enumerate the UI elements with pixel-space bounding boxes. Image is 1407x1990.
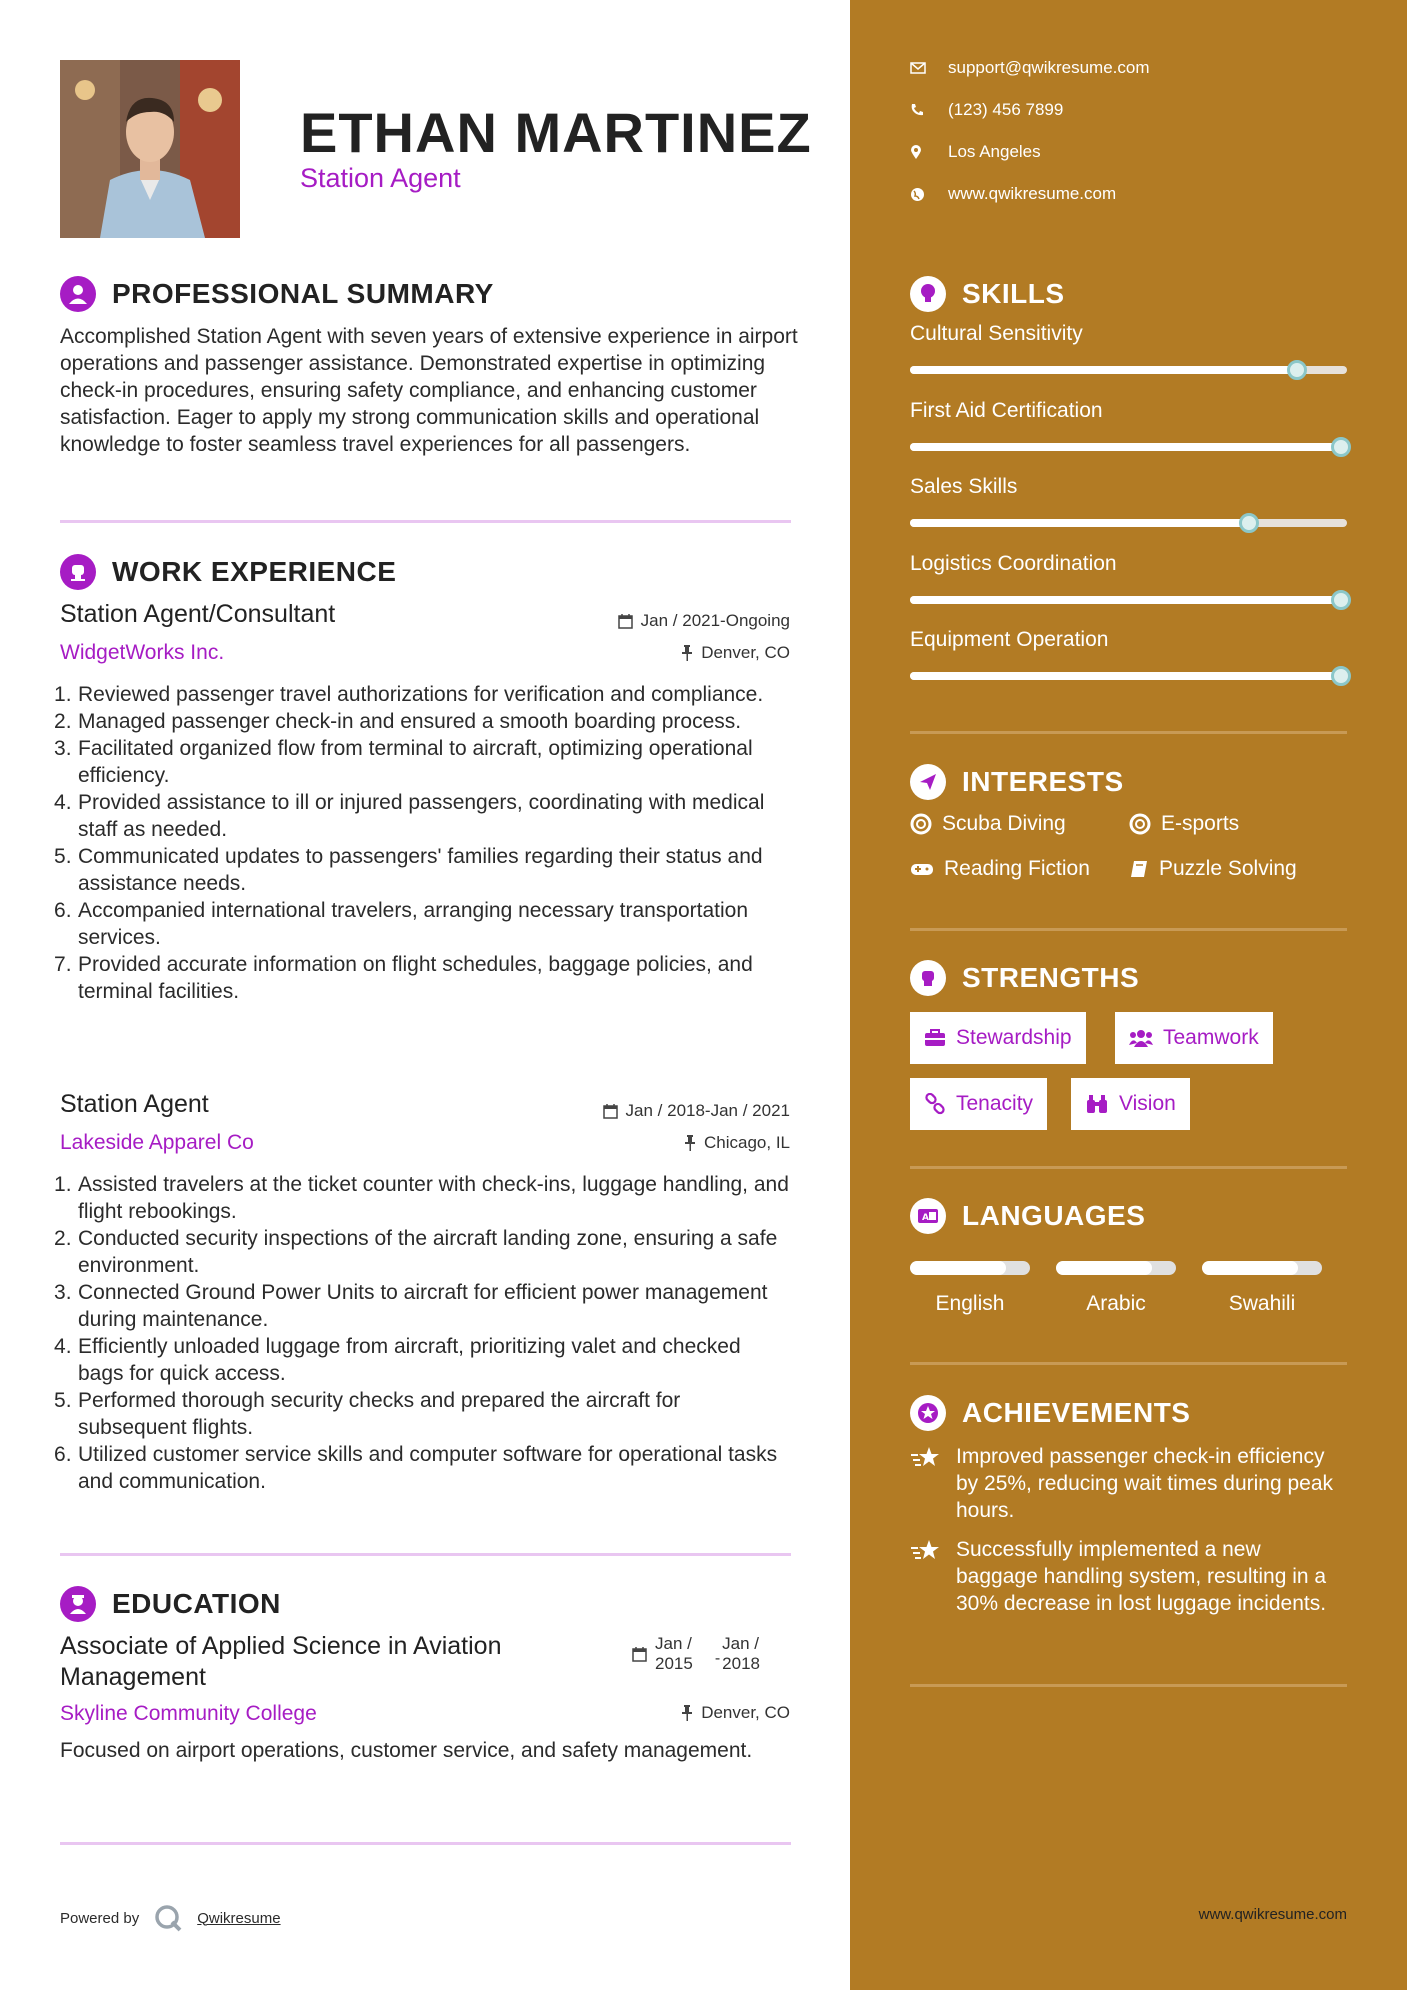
skill-bar-knob — [1331, 437, 1351, 457]
skill-bar-fill — [910, 596, 1347, 604]
users-icon — [1129, 1029, 1153, 1047]
skill-bar-knob — [1331, 666, 1351, 686]
skill-label: Equipment Operation — [910, 628, 1109, 651]
degree-title: Associate of Applied Science in Aviation Management — [60, 1632, 502, 1691]
skill-bar-knob — [1331, 590, 1351, 610]
life-ring-icon — [910, 813, 932, 835]
achievement-item: Successfully implemented a new baggage handling system, resulting in a 30% decrease in lost luggage incidents. — [910, 1536, 1347, 1617]
job-location: Chicago, IL — [684, 1133, 790, 1153]
list-item: Performed thorough security checks and prepared the aircraft for subsequent flights. — [78, 1389, 681, 1439]
list-item: Assisted travelers at the ticket counter with check-ins, luggage handling, and flight rebookings. — [78, 1173, 789, 1223]
svg-text:A: A — [922, 1213, 929, 1223]
skill-bar-fill — [910, 443, 1347, 451]
language-bar — [910, 1261, 1030, 1275]
languages-title: LANGUAGES — [962, 1200, 1146, 1231]
calendar-icon — [618, 614, 633, 629]
paper-plane-icon — [910, 764, 946, 800]
job-title: Station Agent — [60, 1090, 209, 1118]
skill-bar-fill — [910, 366, 1299, 374]
education-description: Focused on airport operations, customer service, and safety management. — [60, 1739, 753, 1762]
job-dates: Jan / 2018-Jan / 2021 — [603, 1101, 790, 1121]
link-icon — [924, 1093, 946, 1115]
achievement-item: Improved passenger check-in efficiency by 25%, reducing wait times during peak hours. — [910, 1443, 1347, 1524]
list-item: Communicated updates to passengers' families regarding their status and assistance needs. — [78, 845, 763, 895]
section-divider — [60, 1553, 791, 1556]
job-bullets — [60, 681, 790, 1005]
contact-email: support@qwikresume.com — [910, 58, 1150, 78]
education-title: EDUCATION — [112, 1588, 281, 1619]
education-start: Jan / 2015 — [655, 1634, 693, 1673]
summary-title: PROFESSIONAL SUMMARY — [112, 278, 494, 309]
language-bar-fill — [910, 1261, 1006, 1275]
skill-bar-fill — [910, 519, 1251, 527]
list-item: Connected Ground Power Units to aircraft for efficient power management during maintenance. — [78, 1281, 768, 1331]
company-name: Lakeside Apparel Co — [60, 1131, 254, 1154]
education-end: Jan / 2018 — [722, 1634, 760, 1673]
skills-heading — [910, 276, 1065, 312]
strength-chip: Stewardship — [910, 1012, 1086, 1064]
binoculars-icon — [1085, 1094, 1109, 1114]
interests-title: INTERESTS — [962, 766, 1124, 797]
summary-heading — [60, 276, 494, 312]
language-bar — [1202, 1261, 1322, 1275]
section-divider — [60, 1842, 791, 1845]
company-name: WidgetWorks Inc. — [60, 641, 225, 664]
date-separator: - — [714, 1650, 721, 1667]
language-bar-fill — [1202, 1261, 1298, 1275]
education-dates — [632, 1634, 760, 1674]
qwikresume-logo-icon — [153, 1903, 183, 1933]
fist-icon — [910, 960, 946, 996]
school-name: Skyline Community College — [60, 1702, 317, 1725]
candidate-name: ETHAN MARTINEZ — [300, 101, 812, 164]
envelope-icon — [910, 62, 938, 74]
strength-chip: Vision — [1071, 1078, 1190, 1130]
book-icon — [1129, 859, 1149, 879]
star-badge-icon — [910, 1395, 946, 1431]
languages-heading — [910, 1198, 1145, 1234]
section-divider — [910, 1166, 1347, 1169]
contact-phone: (123) 456 7899 — [910, 100, 1063, 120]
skill-bar-knob — [1239, 513, 1259, 533]
list-item: Conducted security inspections of the aircraft landing zone, ensuring a safe environment. — [78, 1227, 778, 1277]
strength-chip: Tenacity — [910, 1078, 1047, 1130]
calendar-icon — [632, 1647, 647, 1662]
lightbulb-icon — [910, 276, 946, 312]
interests-heading — [910, 764, 1124, 800]
education-location: Denver, CO — [681, 1703, 790, 1723]
strengths-heading — [910, 960, 1139, 996]
pin-icon — [681, 1705, 693, 1721]
interest-item: Scuba Diving — [910, 812, 1066, 836]
footer-powered: Powered by Qwikresume — [60, 1903, 281, 1933]
user-icon — [60, 276, 96, 312]
skill-bar — [910, 596, 1347, 604]
job-dates: Jan / 2021-Ongoing — [618, 611, 790, 631]
phone-icon — [910, 103, 938, 117]
achievements-title: ACHIEVEMENTS — [962, 1397, 1191, 1428]
language-label: Arabic — [1086, 1292, 1146, 1315]
section-divider — [910, 928, 1347, 931]
pin-icon — [681, 645, 693, 661]
globe-icon — [910, 187, 938, 202]
language-bar — [1056, 1261, 1176, 1275]
skill-bar — [910, 366, 1347, 374]
section-divider — [910, 1684, 1347, 1687]
skill-bar — [910, 443, 1347, 451]
strengths-title: STRENGTHS — [962, 962, 1140, 993]
location-pin-icon — [910, 144, 938, 160]
profile-photo — [60, 60, 240, 238]
briefcase-icon — [60, 554, 96, 590]
skill-label: First Aid Certification — [910, 398, 1103, 422]
qwikresume-link[interactable]: Qwikresume — [197, 1909, 281, 1927]
skill-bar-knob — [1287, 360, 1307, 380]
section-divider — [60, 520, 791, 523]
list-item: Managed passenger check-in and ensured a smooth boarding process. — [78, 710, 742, 733]
skill-bar — [910, 672, 1347, 680]
calendar-icon — [603, 1104, 618, 1119]
life-ring-icon — [1129, 813, 1151, 835]
job-bullets — [60, 1171, 790, 1495]
section-divider — [910, 1362, 1347, 1365]
language-bar-fill — [1056, 1261, 1152, 1275]
strength-chip: Teamwork — [1115, 1012, 1273, 1064]
achievements-heading — [910, 1395, 1190, 1431]
skill-bar-fill — [910, 672, 1347, 680]
skill-label: Sales Skills — [910, 475, 1018, 498]
list-item: Provided accurate information on flight schedules, baggage policies, and terminal facilities. — [78, 953, 753, 1003]
skill-label: Logistics Coordination — [910, 551, 1117, 575]
candidate-role: Station Agent — [300, 163, 461, 193]
gamepad-icon — [910, 861, 934, 877]
footer-website[interactable]: www.qwikresume.com — [1198, 1906, 1347, 1923]
skill-label: Cultural Sensitivity — [910, 322, 1083, 345]
summary-text: Accomplished Station Agent with seven years of extensive experience in airport operations and passenger assistance. Demonstrated expertise in optimizing check-in procedures, ensuring safety compliance, and enhancing customer satisfaction. Eager to apply my strong communication skills and operational knowledge to foster seamless travel experiences for all passengers. — [60, 325, 798, 456]
interest-item: Puzzle Solving — [1129, 857, 1297, 881]
skills-title: SKILLS — [962, 278, 1065, 309]
section-divider — [910, 731, 1347, 734]
experience-title: WORK EXPERIENCE — [112, 556, 397, 587]
pin-icon — [684, 1135, 696, 1151]
list-item: Accompanied international travelers, arranging necessary transportation services. — [78, 899, 749, 949]
experience-heading — [60, 554, 396, 590]
list-item: Utilized customer service skills and computer software for operational tasks and communication. — [78, 1443, 778, 1493]
shooting-star-icon — [910, 1536, 956, 1617]
education-heading — [60, 1586, 281, 1622]
briefcase-icon — [924, 1029, 946, 1047]
translate-icon — [910, 1198, 946, 1234]
job-location: Denver, CO — [681, 643, 790, 663]
graduate-icon — [60, 1586, 96, 1622]
list-item: Efficiently unloaded luggage from aircraft, prioritizing valet and checked bags for quick access. — [78, 1335, 741, 1385]
skill-bar — [910, 519, 1347, 527]
list-item: Provided assistance to ill or injured passengers, coordinating with medical staff as needed. — [78, 791, 765, 841]
list-item: Facilitated organized flow from terminal to aircraft, optimizing operational efficiency. — [78, 737, 753, 787]
language-label: English — [935, 1292, 1005, 1315]
contact-website: www.qwikresume.com — [910, 184, 1116, 204]
list-item: Reviewed passenger travel authorizations for verification and compliance. — [78, 683, 764, 706]
contact-location: Los Angeles — [910, 142, 1041, 162]
job-title: Station Agent/Consultant — [60, 600, 336, 628]
interest-item: Reading Fiction — [910, 857, 1090, 881]
language-label: Swahili — [1228, 1292, 1296, 1315]
interest-item: E-sports — [1129, 812, 1239, 836]
shooting-star-icon — [910, 1443, 956, 1524]
sidebar — [850, 0, 1407, 1990]
